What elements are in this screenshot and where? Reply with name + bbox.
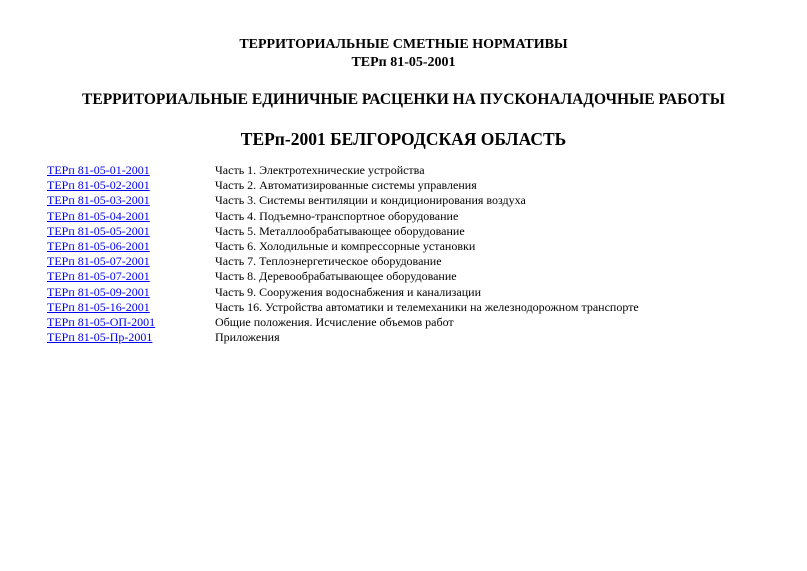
list-item <box>47 269 787 284</box>
document-title: Общие положения. Исчисление объемов работ <box>215 314 454 329</box>
list-item <box>47 254 787 269</box>
document-link[interactable]: ТЕРп 81-05-07-2001 <box>47 269 150 284</box>
document-link[interactable]: ТЕРп 81-05-05-2001 <box>47 223 150 238</box>
document-link[interactable]: ТЕРп 81-05-09-2001 <box>47 284 150 299</box>
list-item <box>47 285 787 300</box>
document-title: Приложения <box>215 330 280 345</box>
document-link[interactable]: ТЕРп 81-05-Пр-2001 <box>47 330 153 345</box>
list-item <box>47 330 787 345</box>
header-rates-title: ТЕРРИТОРИАЛЬНЫЕ ЕДИНИЧНЫЕ РАСЦЕНКИ НА ПУСКОНАЛАДОЧНЫЕ РАБОТЫ <box>82 91 725 108</box>
list-item <box>47 178 787 193</box>
header-region-title: ТЕРп-2001 БЕЛГОРОДСКАЯ ОБЛАСТЬ <box>240 129 567 149</box>
document-link[interactable]: ТЕРп 81-05-16-2001 <box>47 299 150 314</box>
document-link[interactable]: ТЕРп 81-05-06-2001 <box>47 238 150 253</box>
document-link[interactable]: ТЕРп 81-05-02-2001 <box>47 178 150 193</box>
header-document-code: ТЕРп 81-05-2001 <box>351 55 456 70</box>
document-title: Часть 16. Устройства автоматики и телемеханики на железнодорожном транспорте <box>215 299 639 314</box>
document-link[interactable]: ТЕРп 81-05-03-2001 <box>47 193 150 208</box>
document-title: Часть 5. Металлообрабатывающее оборудование <box>215 223 465 238</box>
document-link[interactable]: ТЕРп 81-05-07-2001 <box>47 254 150 269</box>
document-title: Часть 9. Сооружения водоснабжения и канализации <box>215 284 482 299</box>
document-link[interactable]: ТЕРп 81-05-01-2001 <box>47 163 150 177</box>
list-item <box>47 193 787 208</box>
list-item <box>47 224 787 239</box>
document-title: Часть 1. Электротехнические устройства <box>215 163 425 177</box>
list-item <box>47 209 787 224</box>
document-title: Часть 4. Подъемно-транспортное оборудование <box>215 208 459 223</box>
document-list <box>47 163 787 345</box>
document-title: Часть 2. Автоматизированные системы управления <box>215 178 477 193</box>
document-title: Часть 8. Деревообрабатывающее оборудование <box>215 269 457 284</box>
document-title: Часть 3. Системы вентиляции и кондиционирования воздуха <box>215 193 526 208</box>
document-title: Часть 7. Теплоэнергетическое оборудование <box>215 254 442 269</box>
list-item <box>47 315 787 330</box>
document-link[interactable]: ТЕРп 81-05-ОП-2001 <box>47 314 156 329</box>
list-item <box>47 163 787 178</box>
document-link[interactable]: ТЕРп 81-05-04-2001 <box>47 208 150 223</box>
document-title: Часть 6. Холодильные и компрессорные установки <box>215 238 476 253</box>
list-item <box>47 239 787 254</box>
list-item <box>47 300 787 315</box>
header-normatives-title: ТЕРРИТОРИАЛЬНЫЕ СМЕТНЫЕ НОРМАТИВЫ <box>239 37 568 52</box>
